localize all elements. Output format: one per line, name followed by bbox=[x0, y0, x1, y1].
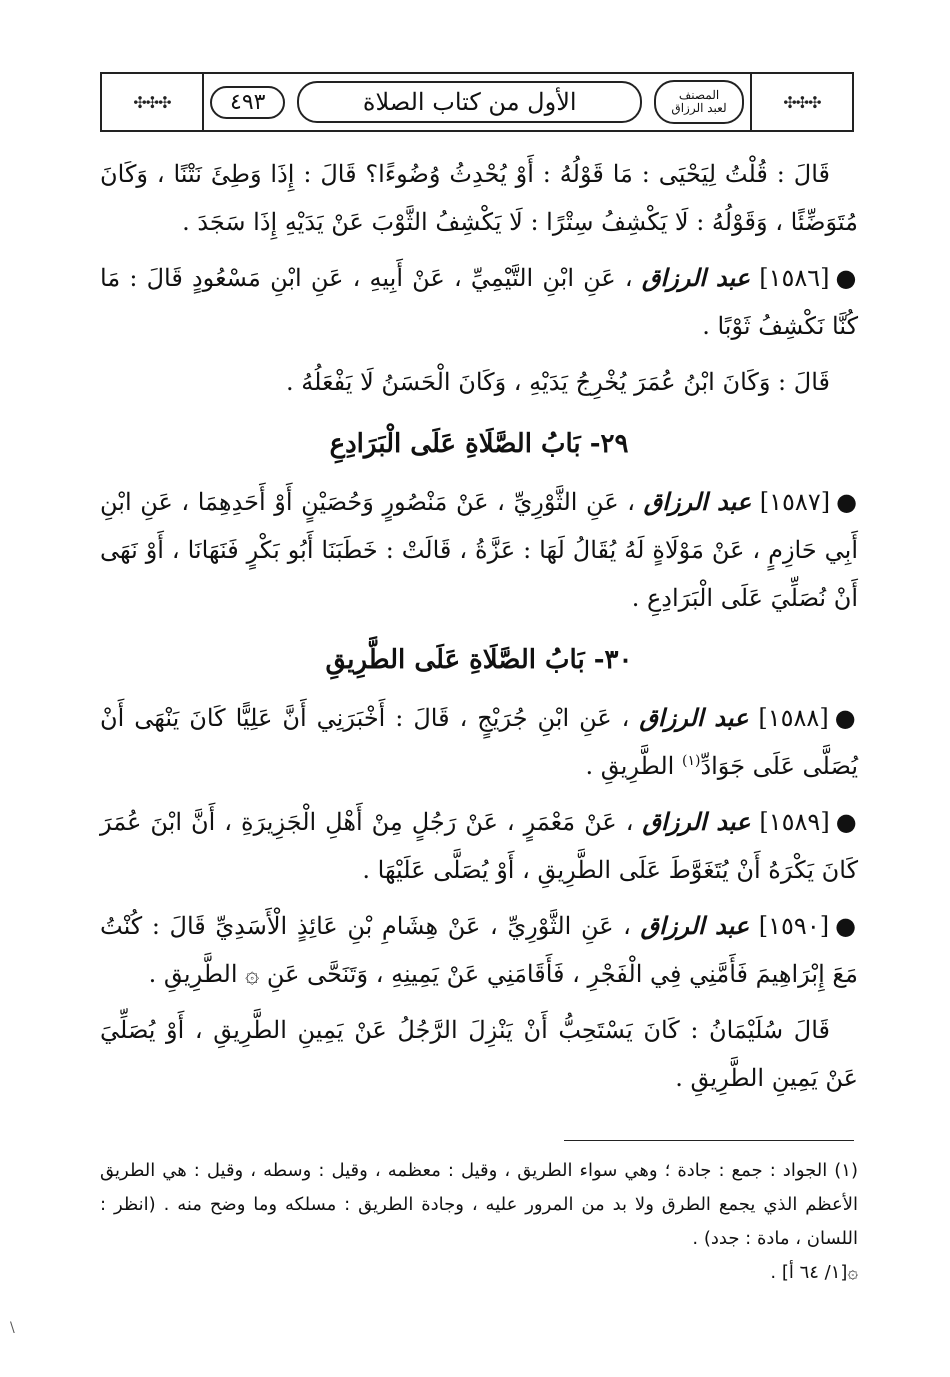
narrator-name: عبد الرزاق bbox=[640, 911, 750, 940]
narrator-name: عبد الرزاق bbox=[641, 263, 751, 292]
hadith-text-end: الطَّرِيقِ . bbox=[585, 752, 675, 780]
running-title: الأول من كتاب الصلاة bbox=[297, 81, 642, 123]
bullet-icon: ● bbox=[836, 488, 858, 516]
main-text bbox=[100, 150, 858, 1110]
hadith-number: [١٥٨٩] bbox=[759, 808, 830, 836]
logo-line-1: المصنف bbox=[678, 88, 720, 102]
header-ornament-right: ✣✣✣ bbox=[750, 74, 852, 130]
hadith-1589 bbox=[100, 798, 858, 894]
footnote-ref[interactable]: (١) bbox=[681, 753, 701, 769]
manuscript-folio-note: ۞[١/ ٦٤ أ] . bbox=[770, 1262, 858, 1283]
bullet-icon: ● bbox=[835, 808, 858, 836]
footnote-divider bbox=[564, 1140, 854, 1141]
chapter-heading-30: ٣٠- بَابُ الصَّلَاةِ عَلَى الطَّرِيقِ bbox=[325, 645, 633, 675]
hadith-text: ، عَنِ ابْنِ التَّيْمِيِّ ، عَنْ أَبِيهِ ، عَنِ ابْنِ مَسْعُودٍ قَالَ : مَا كُنَّا نَكْشِفُ ثَوْبًا . bbox=[100, 264, 858, 340]
page-header bbox=[100, 72, 854, 132]
header-ornament-left: ✣✣✣ bbox=[102, 74, 204, 130]
footnotes bbox=[100, 1154, 858, 1290]
hadith-1590 bbox=[100, 902, 858, 998]
hadith-number: [١٥٨٨] bbox=[758, 704, 829, 732]
hadith-1586 bbox=[100, 254, 858, 350]
hadith-number: [١٥٩٠] bbox=[758, 912, 830, 940]
book-logo bbox=[654, 80, 744, 124]
margin-mark: \ bbox=[10, 1320, 15, 1336]
narrator-name: عبد الرزاق bbox=[642, 807, 751, 836]
narrator-name: عبد الرزاق bbox=[639, 703, 749, 732]
bullet-icon: ● bbox=[835, 264, 858, 292]
paragraph-1585-end: قَالَ : قُلْتُ لِيَحْيَى : مَا قَوْلُهُ : أَوْ يُحْدِثُ وُضُوءًا؟ قَالَ : إِذَا وَطِئَ نَتْنًا ، وَكَانَ مُتَوَضِّئًا ، وَقَوْلُهُ : لَا يَكْشِفُ سِتْرًا : لَا يَكْشِفُ الثَّوْبَ عَنْ يَدَيْهِ إِذَا سَجَدَ . bbox=[100, 160, 858, 236]
paragraph-1590-note: قَالَ سُلَيْمَانُ : كَانَ يَسْتَحِبُّ أَنْ يَنْزِلَ الرَّجُلُ عَنْ يَمِينِ الطَّرِيقِ ، أَوْ يُصَلِّيَ عَنْ يَمِينِ الطَّرِيقِ . bbox=[100, 1016, 858, 1092]
hadith-number: [١٥٨٧] bbox=[759, 488, 831, 516]
footnote-1: (١) الجواد : جمع : جادة ؛ وهي سواء الطريق ، وقيل : معظمه ، وقيل : وسطه ، وقيل : هي الطريق الأعظم الذي يجمع الطرق ولا بد من المرور عليه ، وجادة الطريق : مسلكه وما وضح منه . (انظر : اللسان ، مادة : جدد) . bbox=[100, 1160, 858, 1249]
bullet-icon: ● bbox=[835, 912, 859, 940]
hadith-text: ، عَنِ الثَّوْرِيِّ ، عَنْ مَنْصُورٍ وَحُصَيْنٍ أَوْ أَحَدِهِمَا ، عَنِ ابْنِ أَبِي حَازِمٍ ، عَنْ مَوْلَاةٍ لَهُ يُقَالُ لَهَا : عَزَّةُ ، قَالَتْ : خَطَبَنَا أَبُو بَكْرٍ فَنَهَانَا ، أَوْ نَهَى أَنْ نُصَلِّيَ عَلَى الْبَرَادِعِ . bbox=[100, 488, 858, 612]
hadith-1588 bbox=[100, 694, 858, 790]
hadith-text: ، عَنْ مَعْمَرٍ ، عَنْ رَجُلٍ مِنْ أَهْلِ الْجَزِيرَةِ ، أَنَّ ابْنَ عُمَرَ كَانَ يَكْرَهُ أَنْ يُتَغَوَّطَ عَلَى الطَّرِيقِ ، أَوْ يُصَلَّى عَلَيْهَا . bbox=[100, 808, 858, 884]
paragraph-1586-note: قَالَ : وَكَانَ ابْنُ عُمَرَ يُخْرِجُ يَدَيْهِ ، وَكَانَ الْحَسَنُ لَا يَفْعَلُهُ . bbox=[286, 368, 830, 396]
hadith-text: ، عَنِ ابْنِ جُرَيْجٍ ، قَالَ : أَخْبَرَنِي أَنَّ عَلِيًّا كَانَ يَنْهَى أَنْ يُصَلَّى عَلَى جَوَادِّ bbox=[100, 704, 858, 780]
bullet-icon: ● bbox=[834, 704, 858, 732]
chapter-heading-29: ٢٩- بَابُ الصَّلَاةِ عَلَى الْبَرَادِعِ bbox=[329, 429, 629, 459]
narrator-name: عبد الرزاق bbox=[643, 487, 752, 516]
logo-line-2: لعبد الرزاق bbox=[671, 101, 727, 115]
hadith-1587 bbox=[100, 478, 858, 622]
hadith-text: ، عَنِ الثَّوْرِيِّ ، عَنْ هِشَامِ بْنِ عَائِذٍ الْأَسَدِيِّ قَالَ : كُنْتُ مَعَ إِبْرَاهِيمَ فَأَمَّنِي فِي الْفَجْرِ ، فَأَقَامَنِي عَنْ يَمِينِهِ ، وَتَنَحَّى عَنِ ۞ الطَّرِيقِ . bbox=[100, 912, 858, 988]
hadith-number: [١٥٨٦] bbox=[759, 264, 830, 292]
page-number: ٤٩٣ bbox=[210, 86, 285, 119]
